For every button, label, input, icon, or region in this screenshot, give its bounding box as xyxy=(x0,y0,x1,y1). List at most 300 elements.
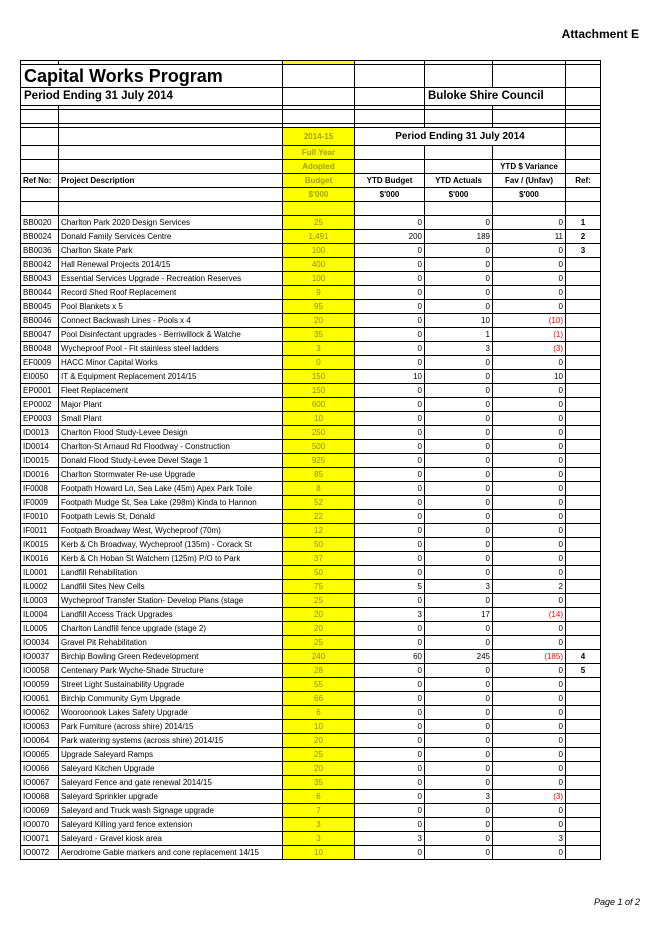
description-cell: Birchip Community Gym Upgrade xyxy=(59,692,283,706)
ref-cell xyxy=(566,468,601,482)
ytd-budget-cell: 0 xyxy=(355,720,425,734)
variance-cell: 3 xyxy=(493,832,566,846)
table-row xyxy=(21,258,601,272)
ref-no-cell: IO0071 xyxy=(21,832,59,846)
ref-cell xyxy=(566,552,601,566)
ref-cell xyxy=(566,776,601,790)
variance-cell: 0 xyxy=(493,286,566,300)
description-cell: Centenary Park Wyche-Shade Structure xyxy=(59,664,283,678)
table-row xyxy=(21,734,601,748)
description-cell: Wycheproof Transfer Station- Develop Plans (stage xyxy=(59,594,283,608)
ref-cell xyxy=(566,608,601,622)
budget-cell: 95 xyxy=(283,300,355,314)
capital-works-table xyxy=(20,60,601,860)
table-row xyxy=(21,454,601,468)
ytd-budget-cell: 0 xyxy=(355,342,425,356)
ytd-budget-units: $'000 xyxy=(355,188,425,202)
variance-cell: (14) xyxy=(493,608,566,622)
ytd-budget-cell: 0 xyxy=(355,440,425,454)
ref-header: Ref: xyxy=(566,174,601,188)
table-row xyxy=(21,342,601,356)
ytd-actuals-cell: 0 xyxy=(425,804,493,818)
ref-cell xyxy=(566,454,601,468)
ytd-budget-cell: 0 xyxy=(355,790,425,804)
description-cell: Saleyard - Gravel kiosk area xyxy=(59,832,283,846)
variance-cell: 0 xyxy=(493,468,566,482)
ref-cell xyxy=(566,706,601,720)
budget-cell: 35 xyxy=(283,328,355,342)
budget-header-line2: Full Year xyxy=(283,146,355,160)
table-row xyxy=(21,664,601,678)
description-cell: IT & Equipment Replacement 2014/15 xyxy=(59,370,283,384)
ref-cell xyxy=(566,328,601,342)
ytd-actuals-cell: 0 xyxy=(425,216,493,230)
ref-cell xyxy=(566,524,601,538)
ytd-actuals-cell: 0 xyxy=(425,300,493,314)
ref-cell xyxy=(566,398,601,412)
description-cell: Aerodrome Gable markers and cone replacement 14/15 xyxy=(59,846,283,860)
ytd-actuals-cell: 0 xyxy=(425,370,493,384)
variance-cell: (185) xyxy=(493,650,566,664)
ref-cell xyxy=(566,510,601,524)
ref-no-cell: EF0009 xyxy=(21,356,59,370)
ref-no-cell: IF0009 xyxy=(21,496,59,510)
budget-cell: 66 xyxy=(283,692,355,706)
description-cell: Charlton Skate Park xyxy=(59,244,283,258)
table-row xyxy=(21,566,601,580)
period-label: Period Ending 31 July 2014 xyxy=(21,88,283,106)
ytd-actuals-cell: 0 xyxy=(425,678,493,692)
budget-cell: 100 xyxy=(283,272,355,286)
ytd-budget-cell: 0 xyxy=(355,426,425,440)
ref-no-cell: IK0015 xyxy=(21,538,59,552)
ytd-budget-cell: 0 xyxy=(355,566,425,580)
table-row xyxy=(21,692,601,706)
ytd-actuals-cell: 0 xyxy=(425,818,493,832)
variance-cell: 0 xyxy=(493,762,566,776)
variance-cell: 2 xyxy=(493,580,566,594)
ytd-actuals-cell: 0 xyxy=(425,426,493,440)
ytd-actuals-cell: 245 xyxy=(425,650,493,664)
description-cell: Landfill Rehabilitation xyxy=(59,566,283,580)
budget-cell: 85 xyxy=(283,468,355,482)
ref-no-cell: BB0020 xyxy=(21,216,59,230)
ref-no-cell: IO0065 xyxy=(21,748,59,762)
ytd-actuals-cell: 0 xyxy=(425,468,493,482)
ref-no-cell: EI0050 xyxy=(21,370,59,384)
table-row xyxy=(21,328,601,342)
ref-no-cell: IO0067 xyxy=(21,776,59,790)
ytd-actuals-cell: 0 xyxy=(425,482,493,496)
description-cell: Fleet Replacement xyxy=(59,384,283,398)
table-row xyxy=(21,496,601,510)
description-cell: Record Shed Roof Replacement xyxy=(59,286,283,300)
ref-no-cell: IL0005 xyxy=(21,622,59,636)
ref-no-cell: IF0010 xyxy=(21,510,59,524)
budget-cell: 20 xyxy=(283,314,355,328)
ytd-budget-cell: 0 xyxy=(355,510,425,524)
description-cell: Major Plant xyxy=(59,398,283,412)
budget-cell: 9 xyxy=(283,286,355,300)
ref-cell xyxy=(566,846,601,860)
ref-cell xyxy=(566,762,601,776)
ref-cell xyxy=(566,384,601,398)
ytd-budget-cell: 0 xyxy=(355,846,425,860)
ytd-actuals-cell: 0 xyxy=(425,244,493,258)
ytd-actuals-cell: 0 xyxy=(425,510,493,524)
description-cell: Saleyard and Truck wash Signage upgrade xyxy=(59,804,283,818)
description-cell: Saleyard Kitchen Upgrade xyxy=(59,762,283,776)
description-cell: Birchip Bowling Green Redevelopment xyxy=(59,650,283,664)
ref-cell xyxy=(566,678,601,692)
ytd-budget-cell: 0 xyxy=(355,328,425,342)
budget-cell: 20 xyxy=(283,622,355,636)
budget-cell: 100 xyxy=(283,244,355,258)
ref-no-cell: BB0046 xyxy=(21,314,59,328)
ref-no-cell: EP0003 xyxy=(21,412,59,426)
description-cell: Kerb & Ch Hoban St Watchem (125m) P/O to Park xyxy=(59,552,283,566)
ref-no-cell: IO0066 xyxy=(21,762,59,776)
budget-cell: 12 xyxy=(283,524,355,538)
ytd-actuals-cell: 3 xyxy=(425,790,493,804)
budget-cell: 25 xyxy=(283,216,355,230)
budget-cell: 6 xyxy=(283,706,355,720)
description-cell: Small Plant xyxy=(59,412,283,426)
variance-cell: 0 xyxy=(493,552,566,566)
ytd-actuals-cell: 0 xyxy=(425,356,493,370)
budget-cell: 25 xyxy=(283,636,355,650)
ref-no-cell: IL0003 xyxy=(21,594,59,608)
table-row xyxy=(21,720,601,734)
ytd-actuals-cell: 0 xyxy=(425,384,493,398)
description-cell: Park watering systems (across shire) 2014/15 xyxy=(59,734,283,748)
budget-cell: 7 xyxy=(283,804,355,818)
ytd-budget-cell: 0 xyxy=(355,412,425,426)
variance-cell: 0 xyxy=(493,538,566,552)
ytd-budget-cell: 3 xyxy=(355,608,425,622)
description-header: Project Description xyxy=(59,174,283,188)
variance-cell: 0 xyxy=(493,398,566,412)
ref-cell: 1 xyxy=(566,216,601,230)
description-cell: Footpath Howard Ln, Sea Lake (45m) Apex Park Toile xyxy=(59,482,283,496)
budget-cell: 25 xyxy=(283,748,355,762)
variance-cell: (3) xyxy=(493,790,566,804)
description-cell: Charlton Stormwater Re-use Upgrade xyxy=(59,468,283,482)
description-cell: Hall Renewal Projects 2014/15 xyxy=(59,258,283,272)
ref-no-cell: IO0037 xyxy=(21,650,59,664)
table-row xyxy=(21,314,601,328)
ref-cell xyxy=(566,832,601,846)
ytd-actuals-cell: 0 xyxy=(425,636,493,650)
ref-cell xyxy=(566,314,601,328)
table-row xyxy=(21,594,601,608)
variance-cell: 0 xyxy=(493,804,566,818)
table-row xyxy=(21,510,601,524)
variance-cell: 0 xyxy=(493,748,566,762)
table-row xyxy=(21,412,601,426)
ytd-budget-cell: 0 xyxy=(355,300,425,314)
description-cell: Park Furniture (across shire) 2014/15 xyxy=(59,720,283,734)
table-row xyxy=(21,706,601,720)
variance-cell: 0 xyxy=(493,734,566,748)
budget-cell: 25 xyxy=(283,594,355,608)
ref-cell xyxy=(566,692,601,706)
ytd-actuals-cell: 0 xyxy=(425,538,493,552)
budget-cell: 240 xyxy=(283,650,355,664)
description-cell: Donald Flood Study-Levee Devel Stage 1 xyxy=(59,454,283,468)
ytd-actuals-cell: 0 xyxy=(425,398,493,412)
variance-cell: 0 xyxy=(493,426,566,440)
ytd-actuals-cell: 0 xyxy=(425,566,493,580)
period-header: Period Ending 31 July 2014 xyxy=(355,128,566,146)
ref-no-cell: ID0016 xyxy=(21,468,59,482)
table-row xyxy=(21,524,601,538)
ytd-budget-cell: 0 xyxy=(355,496,425,510)
variance-cell: 0 xyxy=(493,496,566,510)
budget-cell: 10 xyxy=(283,412,355,426)
ref-cell xyxy=(566,594,601,608)
ytd-budget-cell: 0 xyxy=(355,692,425,706)
table-row xyxy=(21,300,601,314)
council-name: Buloke Shire Council xyxy=(425,88,566,106)
description-cell: Charlton Landfill fence upgrade (stage 2) xyxy=(59,622,283,636)
description-cell: Connect Backwash Lines - Pools x 4 xyxy=(59,314,283,328)
ytd-budget-cell: 0 xyxy=(355,538,425,552)
table-row xyxy=(21,678,601,692)
budget-cell: 150 xyxy=(283,384,355,398)
budget-cell: 22 xyxy=(283,510,355,524)
description-cell: Saleyard Fence and gate renewal 2014/15 xyxy=(59,776,283,790)
ref-no-cell: IL0002 xyxy=(21,580,59,594)
ref-cell xyxy=(566,272,601,286)
variance-cell: 0 xyxy=(493,720,566,734)
description-cell: Pool Disinfectant upgrades - Berriwillock & Watche xyxy=(59,328,283,342)
ytd-budget-cell: 0 xyxy=(355,272,425,286)
table-row xyxy=(21,762,601,776)
ref-no-cell: ID0014 xyxy=(21,440,59,454)
variance-cell: 0 xyxy=(493,524,566,538)
variance-cell: 0 xyxy=(493,636,566,650)
budget-cell: 20 xyxy=(283,608,355,622)
ytd-budget-cell: 0 xyxy=(355,748,425,762)
ref-no-header: Ref No: xyxy=(21,174,59,188)
table-row xyxy=(21,216,601,230)
ytd-actuals-cell: 0 xyxy=(425,706,493,720)
budget-cell: 600 xyxy=(283,398,355,412)
ref-no-cell: IL0004 xyxy=(21,608,59,622)
budget-cell: 925 xyxy=(283,454,355,468)
ytd-actuals-units: $'000 xyxy=(425,188,493,202)
ytd-actuals-cell: 0 xyxy=(425,734,493,748)
budget-cell: 50 xyxy=(283,538,355,552)
ytd-actuals-cell: 0 xyxy=(425,272,493,286)
ytd-budget-cell: 0 xyxy=(355,216,425,230)
table-row xyxy=(21,398,601,412)
ytd-actuals-cell: 0 xyxy=(425,440,493,454)
variance-cell: 0 xyxy=(493,300,566,314)
table-row xyxy=(21,370,601,384)
variance-cell: (3) xyxy=(493,342,566,356)
ytd-budget-cell: 0 xyxy=(355,286,425,300)
ytd-actuals-cell: 3 xyxy=(425,342,493,356)
ref-no-cell: BB0047 xyxy=(21,328,59,342)
variance-cell: 0 xyxy=(493,384,566,398)
variance-cell: 0 xyxy=(493,216,566,230)
budget-cell: 250 xyxy=(283,426,355,440)
description-cell: Street Light Sustainability Upgrade xyxy=(59,678,283,692)
ref-no-cell: IO0068 xyxy=(21,790,59,804)
variance-cell: 0 xyxy=(493,244,566,258)
ytd-budget-cell: 0 xyxy=(355,524,425,538)
variance-cell: 0 xyxy=(493,482,566,496)
ref-no-cell: IO0063 xyxy=(21,720,59,734)
table-row xyxy=(21,846,601,860)
variance-cell: 0 xyxy=(493,510,566,524)
variance-cell: 0 xyxy=(493,566,566,580)
ytd-actuals-cell: 0 xyxy=(425,720,493,734)
description-cell: Landfill Access Track Upgrades xyxy=(59,608,283,622)
ytd-actuals-cell: 189 xyxy=(425,230,493,244)
ytd-budget-cell: 60 xyxy=(355,650,425,664)
budget-cell: 75 xyxy=(283,580,355,594)
variance-cell: 0 xyxy=(493,594,566,608)
page-footer: Page 1 of 2 xyxy=(593,897,640,907)
budget-cell: 8 xyxy=(283,482,355,496)
ref-cell xyxy=(566,566,601,580)
variance-cell: (10) xyxy=(493,314,566,328)
budget-header-line3: Adopted xyxy=(283,160,355,174)
ref-cell: 4 xyxy=(566,650,601,664)
ytd-budget-cell: 5 xyxy=(355,580,425,594)
ref-no-cell: IO0064 xyxy=(21,734,59,748)
ytd-budget-cell: 0 xyxy=(355,664,425,678)
table-row xyxy=(21,244,601,258)
ytd-actuals-cell: 0 xyxy=(425,846,493,860)
ytd-actuals-cell: 0 xyxy=(425,552,493,566)
ytd-budget-header: YTD Budget xyxy=(355,174,425,188)
ytd-budget-cell: 0 xyxy=(355,356,425,370)
variance-cell: 0 xyxy=(493,454,566,468)
ref-no-cell: IO0072 xyxy=(21,846,59,860)
table-row xyxy=(21,426,601,440)
ytd-budget-cell: 0 xyxy=(355,594,425,608)
ref-cell xyxy=(566,622,601,636)
budget-cell: 150 xyxy=(283,370,355,384)
ref-no-cell: IO0059 xyxy=(21,678,59,692)
budget-cell: 28 xyxy=(283,664,355,678)
variance-units: $'000 xyxy=(493,188,566,202)
description-cell: Upgrade Saleyard Ramps xyxy=(59,748,283,762)
ytd-budget-cell: 0 xyxy=(355,678,425,692)
ytd-actuals-cell: 0 xyxy=(425,832,493,846)
budget-cell: 20 xyxy=(283,734,355,748)
ref-no-cell: IO0061 xyxy=(21,692,59,706)
description-cell: Pool Blankets x 5 xyxy=(59,300,283,314)
ytd-actuals-cell: 17 xyxy=(425,608,493,622)
ytd-budget-cell: 0 xyxy=(355,468,425,482)
ref-no-cell: BB0044 xyxy=(21,286,59,300)
description-cell: Saleyard Sprinkler upgrade xyxy=(59,790,283,804)
ytd-budget-cell: 0 xyxy=(355,258,425,272)
ref-no-cell: IF0008 xyxy=(21,482,59,496)
ref-no-cell: ID0013 xyxy=(21,426,59,440)
table-row xyxy=(21,832,601,846)
ref-cell xyxy=(566,748,601,762)
table-row xyxy=(21,468,601,482)
variance-cell: 11 xyxy=(493,230,566,244)
ref-cell: 3 xyxy=(566,244,601,258)
ytd-actuals-cell: 0 xyxy=(425,622,493,636)
ref-cell xyxy=(566,790,601,804)
budget-cell: 55 xyxy=(283,678,355,692)
ytd-actuals-cell: 3 xyxy=(425,580,493,594)
variance-cell: 0 xyxy=(493,818,566,832)
ytd-actuals-cell: 0 xyxy=(425,454,493,468)
ytd-actuals-cell: 0 xyxy=(425,524,493,538)
ref-cell xyxy=(566,342,601,356)
ytd-actuals-cell: 0 xyxy=(425,664,493,678)
ref-no-cell: IO0034 xyxy=(21,636,59,650)
budget-cell: 10 xyxy=(283,720,355,734)
ref-cell xyxy=(566,300,601,314)
ref-cell xyxy=(566,440,601,454)
budget-cell: 1,491 xyxy=(283,230,355,244)
description-cell: Charlton Park 2020 Design Services xyxy=(59,216,283,230)
ref-cell xyxy=(566,482,601,496)
ref-no-cell: IK0016 xyxy=(21,552,59,566)
description-cell: Donald Family Services Centre xyxy=(59,230,283,244)
ref-cell xyxy=(566,496,601,510)
table-row xyxy=(21,552,601,566)
description-cell: Wooroonook Lakes Safety Upgrade xyxy=(59,706,283,720)
budget-cell: 3 xyxy=(283,342,355,356)
budget-cell: 37 xyxy=(283,552,355,566)
description-cell: Footpath Broadway West, Wycheproof (70m) xyxy=(59,524,283,538)
ref-cell xyxy=(566,636,601,650)
ref-cell xyxy=(566,818,601,832)
table-row xyxy=(21,384,601,398)
budget-header-line1: 2014-15 xyxy=(283,128,355,146)
budget-cell: 400 xyxy=(283,258,355,272)
description-cell: Kerb & Ch Broadway, Wycheproof (135m) - Corack St xyxy=(59,538,283,552)
ref-cell: 5 xyxy=(566,664,601,678)
table-row xyxy=(21,440,601,454)
variance-cell: 0 xyxy=(493,678,566,692)
ytd-actuals-cell: 0 xyxy=(425,594,493,608)
ref-cell xyxy=(566,804,601,818)
table-row xyxy=(21,482,601,496)
table-row xyxy=(21,286,601,300)
variance-cell: 10 xyxy=(493,370,566,384)
table-row xyxy=(21,790,601,804)
ref-cell xyxy=(566,734,601,748)
ref-no-cell: IO0062 xyxy=(21,706,59,720)
budget-cell: 500 xyxy=(283,440,355,454)
ref-no-cell: BB0036 xyxy=(21,244,59,258)
table-row xyxy=(21,636,601,650)
ytd-budget-cell: 0 xyxy=(355,454,425,468)
ytd-budget-cell: 0 xyxy=(355,384,425,398)
description-cell: Footpath Lewis St, Donald xyxy=(59,510,283,524)
ytd-budget-cell: 0 xyxy=(355,804,425,818)
ref-no-cell: BB0024 xyxy=(21,230,59,244)
ref-cell xyxy=(566,538,601,552)
budget-cell: 6 xyxy=(283,790,355,804)
variance-cell: 0 xyxy=(493,846,566,860)
ytd-actuals-header: YTD Actuals xyxy=(425,174,493,188)
ytd-actuals-cell: 10 xyxy=(425,314,493,328)
ytd-actuals-cell: 0 xyxy=(425,412,493,426)
